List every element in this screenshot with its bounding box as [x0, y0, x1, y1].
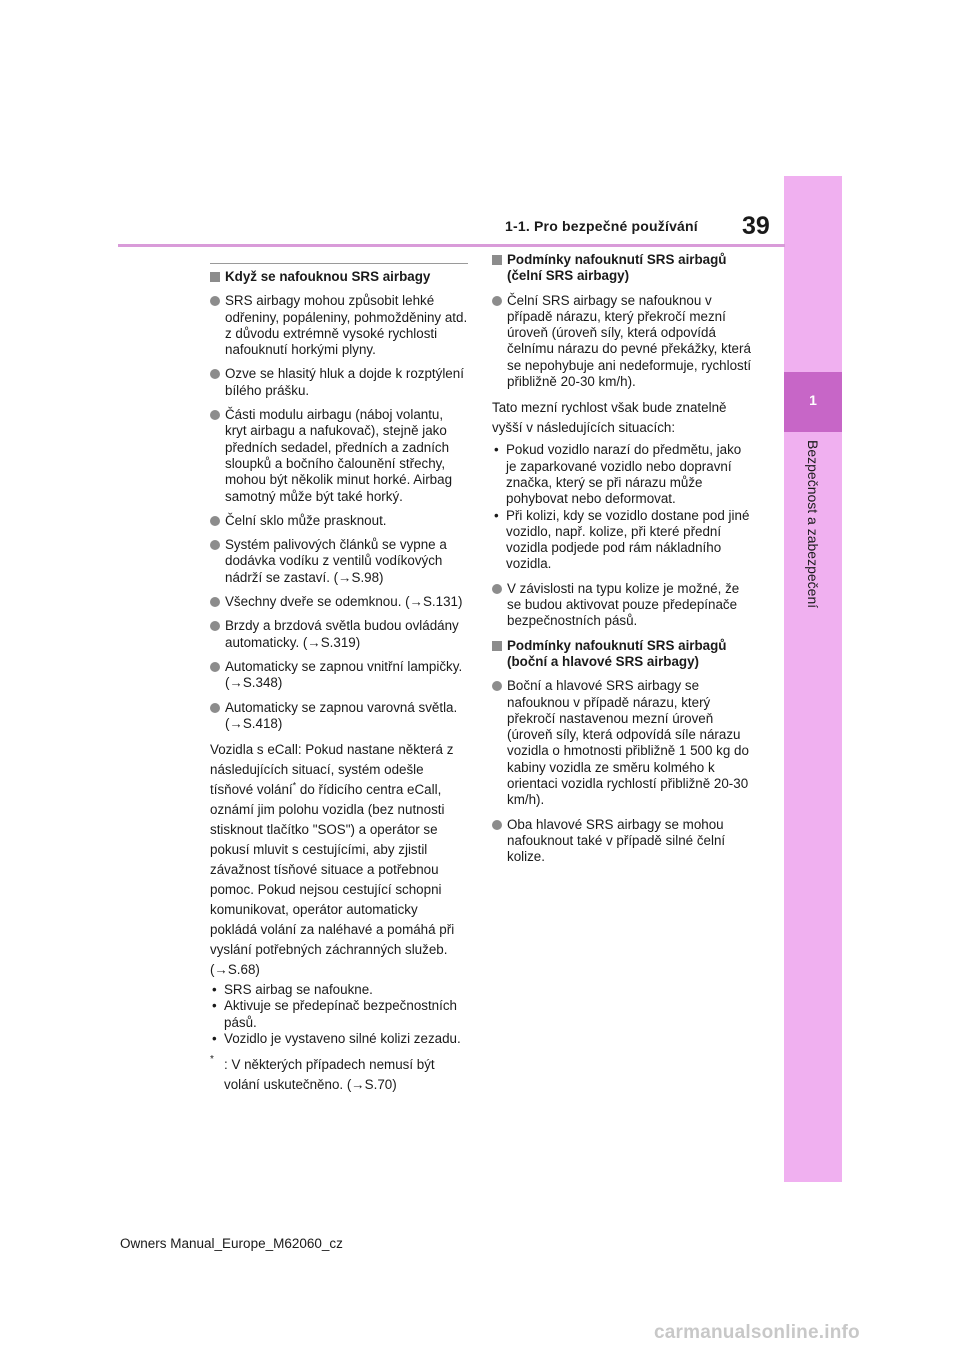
footer-document-id: Owners Manual_Europe_M62060_cz — [120, 1236, 343, 1251]
left-column — [210, 263, 468, 1095]
list-item: • Při kolizi, kdy se vozidlo dostane pod jiné vozidlo, např. kolize, při které přední vozidla podjede pod rám nákladního vozidla. — [492, 508, 754, 573]
list-item: • Pokud vozidlo narazí do předmětu, jako je zaparkované vozidlo nebo dopravní značka, který se při nárazu může pohybovat nebo deformovat. — [492, 442, 754, 507]
bullet-curtain-frontal: Oba hlavové SRS airbagy se mohou nafouknout také v případě silné čelní kolize. — [492, 817, 754, 866]
page-number: 39 — [742, 212, 770, 240]
chapter-number: 1 — [809, 392, 817, 408]
bullet-frontal-inflate: Čelní SRS airbagy se nafouknou v případě nárazu, který překročí mezní úroveň (úroveň síly, která odpovídá čelnímu nárazu do pevné překážky, která se nepohybuje ani nedeformuje, rychlostí přibližně 20-30 km/h). — [492, 293, 754, 391]
bullet-doors-unlock: Všechny dveře se odemknou. (→S.131) — [210, 594, 468, 610]
bullet-hot-parts: Části modulu airbagu (náboj volantu, kryt airbagu a nafukovač), stejně jako předních sedadel, předních a zadních sloupků a bočního čalounění střechy, mohou být několik minut horké. Airbag samotný může být také horký. — [210, 407, 468, 505]
chapter-title: Bezpečnost a zabezpečení — [805, 440, 821, 609]
ecall-text-a: Vozidla s eCall: Pokud nastane některá z následujících situací, systém odešle tísňové volání — [210, 742, 454, 798]
footnote-mark: * — [210, 1054, 214, 1066]
ecall-text-b: do řídicího centra eCall, oznámí jim polohu vozidla (bez nutnosti stisknout tlačítko "SOS") a operátor se pokusí mluvit s cestujícími, aby zjistil závažnost tísňové situace a potřebnou pomoc. Pokud nejsou cestující schopni komunikovat, operátor automaticky pokládá volání za naléhavé a pomáhá při vyslání potřebných záchranných služeb. (→S.68) — [210, 782, 455, 978]
chapter-side-tab — [784, 176, 842, 1182]
header-rule — [118, 244, 785, 247]
ecall-paragraph — [210, 740, 468, 980]
bullet-hazard-lights: Automaticky se zapnou varovná světla. (→S.418) — [210, 700, 468, 733]
right-column — [492, 252, 754, 874]
bullet-pretensioners-only: V závislosti na typu kolize je možné, že se budou aktivovat pouze předepínače bezpečnostních pásů. — [492, 581, 754, 630]
heading-side-curtain-conditions: Podmínky nafouknutí SRS airbagů (boční a hlavové SRS airbagy) — [492, 638, 754, 671]
bullet-side-curtain-inflate: Boční a hlavové SRS airbagy se nafouknou v případě nárazu, který překročí nastavenou mezní úroveň (úroveň síly, která odpovídá síle nárazu vozidla o hmotnosti přibližně 1 500 kg do kabiny vozidla ze směru kolmého k orientaci vozidla rychlostí přibližně 20-30 km/h). — [492, 678, 754, 808]
bullet-windshield: Čelní sklo může prasknout. — [210, 513, 468, 529]
watermark: carmanualsonline.info — [654, 1322, 860, 1343]
heading-airbags-inflate: Když se nafouknou SRS airbagy — [210, 269, 468, 285]
bullet-fuel-cell: Systém palivových článků se vypne a dodávka vodíku z ventilů vodíkových nádrží se zastaví. (→S.98) — [210, 537, 468, 586]
bullet-noise-powder: Ozve se hlasitý hluk a dojde k rozptýlení bílého prášku. — [210, 366, 468, 399]
section-title: 1-1. Pro bezpečné používání — [505, 218, 698, 234]
ecall-conditions-list — [210, 982, 468, 1047]
list-item: • Aktivuje se předepínač bezpečnostních pásů. — [210, 998, 468, 1031]
threshold-situations-list — [492, 442, 754, 572]
footnote-text: : V některých případech nemusí být volání uskutečněno. (→S.70) — [224, 1057, 435, 1093]
heading-frontal-conditions: Podmínky nafouknutí SRS airbagů (čelní SRS airbagy) — [492, 252, 754, 285]
bullet-injuries: SRS airbagy mohou způsobit lehké odřeniny, popáleniny, pohmožděniny atd. z důvodu extrémně vysoké rychlosti nafouknutí horkými plyny. — [210, 293, 468, 358]
list-item: • SRS airbag se nafoukne. — [210, 982, 468, 998]
bullet-brakes: Brzdy a brzdová světla budou ovládány automaticky. (→S.319) — [210, 618, 468, 651]
ecall-footnote-mark: * — [292, 780, 297, 791]
list-item: • Vozidlo je vystaveno silné kolizi zezadu. — [210, 1031, 468, 1047]
threshold-paragraph: Tato mezní rychlost však bude znatelně vyšší v následujících situacích: — [492, 400, 727, 436]
footnote — [210, 1055, 468, 1095]
bullet-interior-lights: Automaticky se zapnou vnitřní lampičky. (→S.348) — [210, 659, 468, 692]
